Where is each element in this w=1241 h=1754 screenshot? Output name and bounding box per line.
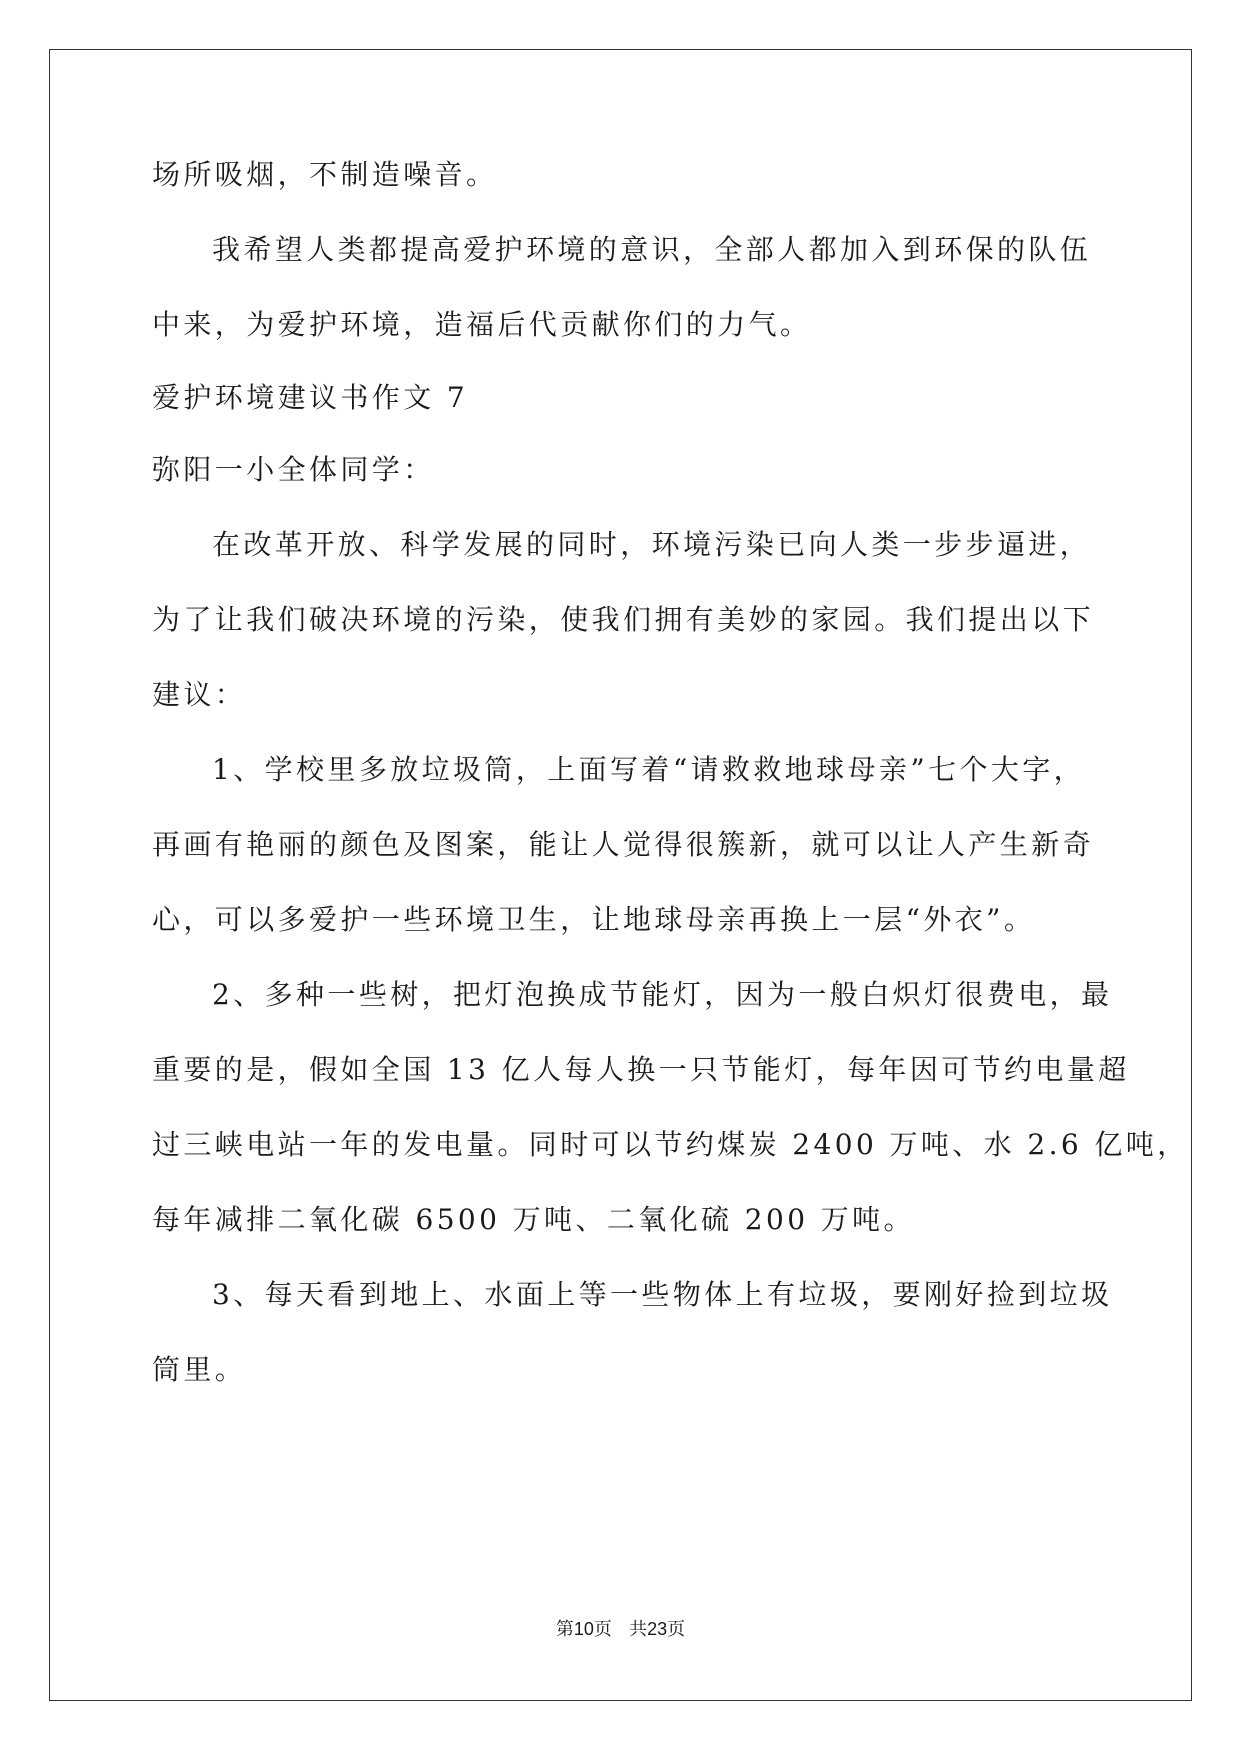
section-heading: 爱护环境建议书作文 7	[152, 381, 469, 414]
text-line: 筒里。	[152, 1353, 247, 1386]
text-line: 为了让我们破决环境的污染，使我们拥有美妙的家园。我们提出以下	[152, 603, 1095, 636]
text-line: 中来，为爱护环境，造福后代贡献你们的力气。	[152, 308, 812, 341]
list-item: 3、每天看到地上、水面上等一些物体上有垃圾，要刚好捡到垃圾	[212, 1278, 1113, 1311]
paragraph-line: 我希望人类都提高爱护环境的意识，全部人都加入到环保的队伍	[212, 233, 1092, 266]
list-item: 1、学校里多放垃圾筒，上面写着“请救救地球母亲”七个大字，	[212, 753, 1086, 786]
text-line: 再画有艳丽的颜色及图案，能让人觉得很簇新，就可以让人产生新奇	[152, 828, 1095, 861]
text-line: 心，可以多爱护一些环境卫生，让地球母亲再换上一层“外衣”。	[152, 903, 1036, 936]
text-line: 过三峡电站一年的发电量。同时可以节约煤炭 2400 万吨、水 2.6 亿吨，	[152, 1128, 1189, 1161]
page-footer	[0, 1617, 1241, 1642]
text-line: 场所吸烟，不制造噪音。	[152, 158, 498, 191]
page-prefix: 第	[555, 1619, 574, 1640]
text-line: 每年减排二氧化碳 6500 万吨、二氧化硫 200 万吨。	[152, 1203, 915, 1236]
page-total: 23	[647, 1619, 668, 1639]
salutation: 弥阳一小全体同学：	[152, 453, 435, 486]
page-mid: 页 共	[593, 1619, 648, 1640]
page-current: 10	[573, 1619, 594, 1639]
text-line: 重要的是，假如全国 13 亿人每人换一只节能灯，每年因可节约电量超	[152, 1053, 1130, 1086]
paragraph-line: 在改革开放、科学发展的同时，环境污染已向人类一步步逼进，	[212, 528, 1092, 561]
page-border	[49, 49, 1192, 1701]
text-line: 建议：	[152, 678, 247, 711]
page-suffix: 页	[667, 1619, 686, 1640]
list-item: 2、多种一些树，把灯泡换成节能灯，因为一般白炽灯很费电，最	[212, 978, 1113, 1011]
